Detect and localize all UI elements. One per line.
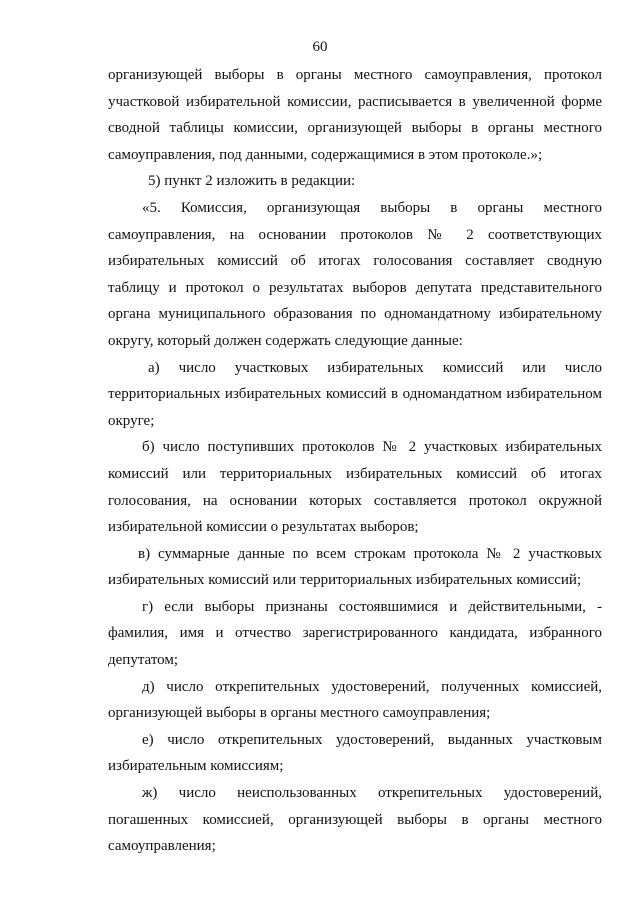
paragraph-subitem-v: в) суммарные данные по всем строкам протокола № 2 участковых избирательных комиссий или территориальных избирательных комиссий; — [108, 545, 602, 589]
paragraph-subitem-e: е) число открепительных удостоверений, выданных участковым избирательным комиссиям; — [108, 731, 602, 775]
paragraph-subitem-a: а) число участковых избирательных комиссий или число территориальных избирательных комиссий в одномандатном избирательном округе; — [108, 359, 602, 429]
paragraph-subitem-g: г) если выборы признаны состоявшимися и действительными, - фамилия, имя и отчество зарегистрированного кандидата, избранного депутатом; — [108, 598, 602, 669]
document-body — [108, 62, 602, 860]
page-number: 60 — [312, 39, 328, 55]
paragraph-subitem-zh: ж) число неиспользованных открепительных удостоверений, погашенных комиссией, организующей выборы в органы местного самоуправления; — [108, 785, 602, 855]
paragraph-continuation: организующей выборы в органы местного самоуправления, протокол участковой избирательной комиссии, расписывается в увеличенной форме сводной таблицы комиссии, организующей выборы в органы местного самоуправления, под данными, содержащимися в этом протоколе.»; — [108, 67, 602, 163]
paragraph-subitem-d: д) число открепительных удостоверений, полученных комиссией, организующей выборы в органы местного самоуправления; — [108, 678, 602, 722]
paragraph-subitem-b: б) число поступивших протоколов № 2 участковых избирательных комиссий или территориальных избирательных комиссий об итогах голосования, на основании которых составляется протокол окружной избирательной комиссии о результатах выборов; — [108, 439, 602, 536]
paragraph-item-5-intro: 5) пункт 2 изложить в редакции: — [148, 173, 356, 190]
paragraph-clause-5: «5. Комиссия, организующая выборы в органы местного самоуправления, на основании протоколов № 2 соответствующих избирательных комиссий об итогах голосования составляет сводную таблицу и протокол о результатах выборов депутата представительного органа муниципального образования по одномандатному избирательному округу, который должен содержать следующие данные: — [108, 199, 602, 349]
